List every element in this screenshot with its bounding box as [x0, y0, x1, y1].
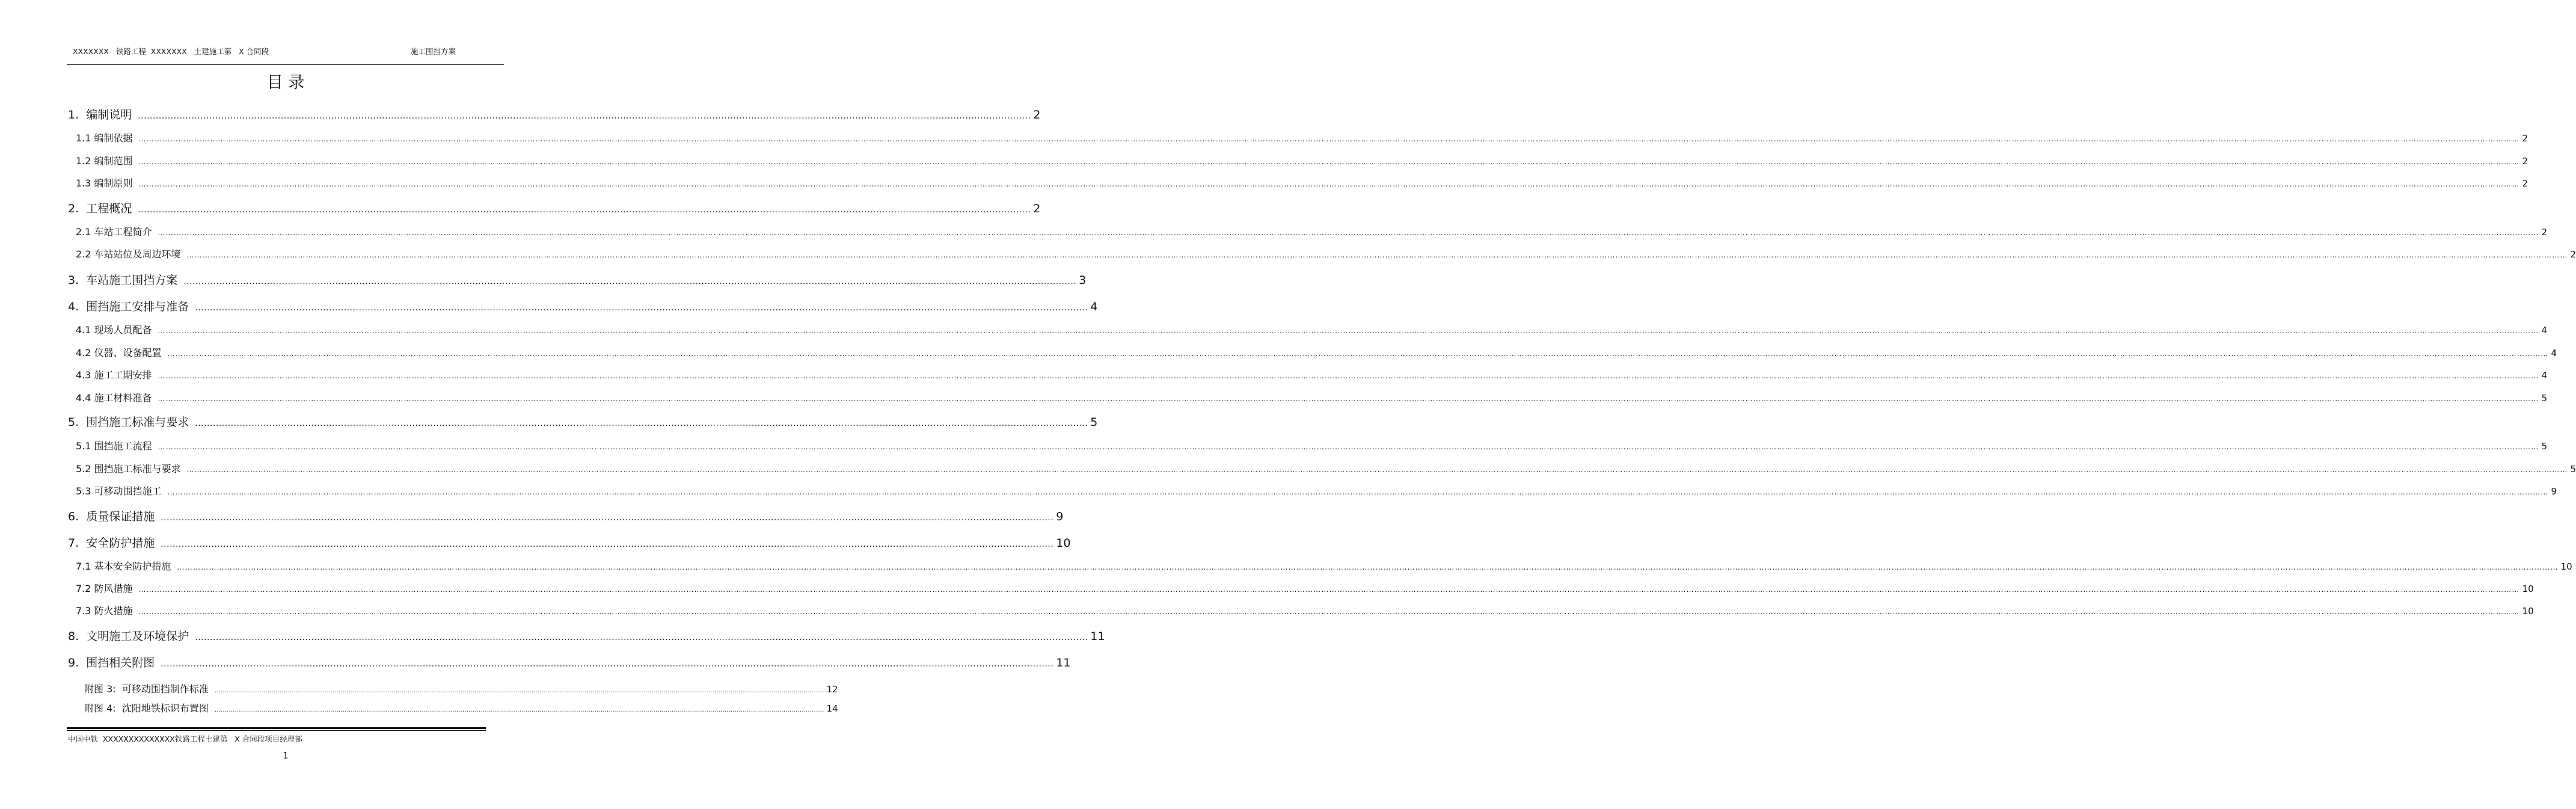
toc-leader-dots: ............................................................................................................................................................................................................................................................................................................: [161, 540, 1054, 549]
toc-entry-label: 7. 安全防护措施: [68, 537, 155, 550]
toc-entry-label: 5.3 可移动围挡施工: [76, 485, 162, 497]
toc-entry-label: 1.3 编制原则: [76, 177, 133, 189]
toc-entry-page: 9: [2551, 486, 2557, 497]
toc-leader-dots: ………………………………………………………………………………………………………………………………………………………………………………………………………………………………………………………………………………………………………………………………………………………………………………………………………………………………………………………………………………………………………………………………………………………………………………………………………………………………………………………………………………………………………………………………………………………………………………………………………………………………: [158, 327, 2539, 335]
footer-rule-thin: [67, 730, 486, 731]
toc-entry-label: 4. 围挡施工安排与准备: [68, 300, 189, 313]
toc-entry[interactable]: [68, 508, 1064, 524]
toc-leader-dots: ............................................................................................................................................................................................................................................................................................................: [183, 277, 1077, 286]
toc-leader-dots: ............................................................................................................................................................................................................................................................................................................: [195, 633, 1088, 642]
toc-entry[interactable]: [68, 298, 1098, 314]
toc-entry[interactable]: [68, 654, 1071, 670]
toc-leader-dots: ………………………………………………………………………………………………………………………………………………………………………………………………………………………………………………………………………………………………………………………………………………………………………………………………………………………………………………………………………………………………………………………………………………………………………………………………………………………………………………………………………………………………………………………………………………………………………………………………………………………………: [158, 395, 2539, 403]
toc-entry-label: 4.1 现场人员配备: [76, 324, 152, 336]
toc-entry-label: 5. 围挡施工标准与要求: [68, 416, 189, 429]
toc-entry-label: 7.1 基本安全防护措施: [76, 561, 171, 572]
toc-leader-dots: ………………………………………………………………………………………………………………………………………………………………………………………………………………………………………………………………………………………………………………………………………………………………………………………………………………………………………………………………………………………………………………………………………………………………………………………………………………………………………………………………………………………………………………………………………………………………………………………………………………………………: [167, 488, 2549, 496]
page-header: [67, 46, 504, 65]
toc-title: 目 录: [266, 73, 305, 92]
page-footer: 中国中铁 XXXXXXXXXXXXXX铁路工程土建第 X 合同段项目经理部: [68, 734, 302, 743]
toc-entry[interactable]: [76, 176, 2528, 189]
toc-entry-page: 2: [1033, 108, 1041, 122]
toc-leader-dots: ............................................................................................................................................................................................................................................................................................................: [195, 303, 1088, 313]
toc-entry-page: 2: [1033, 202, 1041, 215]
toc-entry-label: 5.1 围挡施工流程: [76, 440, 152, 452]
toc-entry-label: 7.3 防火措施: [76, 605, 133, 617]
toc-entry[interactable]: [76, 461, 2576, 475]
toc-leader-dots: ………………………………………………………………………………………………………………………………………………………………………………………………………………………………………………………………………………………………………………………………………………………………………………………………………………………………………………………………………………………………………………………………………………………………………………………………………………………………………………………………………………………………………………………………………………………………………………………………………………………………: [138, 135, 2520, 143]
toc-entry-page: 11: [1090, 630, 1105, 643]
toc-entry-label: 9. 围挡相关附图: [68, 656, 155, 669]
toc-leader-dots: ………………………………………………………………………………………………………………………………………………………………………………………………………………………………………………………………………………………………………………………………………………………………………………………………………………………………………………………………………………………………………………………………………………………………………………………………………………………………………………………………………………………………………………………………………………………………………………………………………………………………: [138, 585, 2520, 594]
toc-entry-label: 8. 文明施工及环境保护: [68, 630, 189, 643]
toc-entry[interactable]: [76, 438, 2548, 452]
toc-leader-dots: ............................................................................................................................................................................................................................................................................................................: [161, 659, 1054, 669]
toc-leader-dots: ………………………………………………………………………………………………………………………………………………………………………………………………………………………………………………………………………………………………………………………………………………………………………………………………………………………………………………………………………………………………………………………………………………………………………………………………………………………………………………………………………………………………………………………………………………………………………………………………………………………………: [138, 158, 2520, 166]
toc-leader-dots: ............................................................................................................................................................................................................................................................................................................: [138, 205, 1031, 215]
toc-leader-dots: ………………………………………………………………………………………………………………………………………………………………………………………………………………………………………………………………………………………………………………………………………………………………………………………………………………………………………………………………………………………………………………………………………………………………………………………………………………………………………………………………………………………………………………………………………………………………………………………………………………………………: [138, 180, 2520, 188]
toc-entry[interactable]: [76, 368, 2548, 381]
toc-entry-page: 3: [1079, 274, 1087, 287]
toc-entry-label: 1.1 编制依据: [76, 132, 133, 144]
toc-entry[interactable]: [68, 271, 1087, 288]
toc-entry-label: 5.2 围挡施工标准与要求: [76, 463, 181, 475]
toc-entry-page: 10: [2522, 583, 2534, 594]
toc-entry-label: 2.2 车站站位及周边环境: [76, 248, 181, 260]
toc-entry-label: 附图 3: 可移动围挡制作标准: [84, 683, 209, 695]
toc-entry[interactable]: [68, 627, 1105, 644]
toc-entry[interactable]: [76, 131, 2528, 144]
toc-entry-page: 10: [2522, 606, 2534, 617]
toc-entry[interactable]: [76, 581, 2534, 595]
toc-entry[interactable]: [76, 484, 2557, 497]
toc-entry-page: 4: [1090, 300, 1098, 313]
toc-entry[interactable]: [76, 559, 2572, 573]
toc-entry-page: 5: [1090, 416, 1098, 429]
toc-entry-page: 10: [1056, 537, 1071, 550]
toc-entry-label: 附图 4: 沈阳地铁标识布置图: [84, 703, 209, 714]
toc-entry-page: 10: [2560, 561, 2572, 572]
header-left-text: XXXXXXX 铁路工程 XXXXXXX 土建施工第 X 合同段: [73, 47, 269, 56]
toc-leader-dots: ………………………………………………………………………………………………………………………………………………………………………………………………………………………………………………………………………………………………………………………………………………………………………………………………………………………………………………………………………………………………………………………………………………………………………………………………………………………………………………………………………………………………………………………………………………………………………………………………………………………………: [167, 349, 2549, 358]
toc-entry[interactable]: [68, 200, 1041, 216]
toc-entry-page: 9: [1056, 510, 1064, 523]
toc-entry[interactable]: [76, 603, 2534, 617]
toc-entry-label: 6. 质量保证措施: [68, 510, 155, 523]
toc-entry[interactable]: [76, 345, 2557, 359]
toc-entry-page: 5: [2541, 441, 2548, 452]
toc-entry-label: 2. 工程概况: [68, 202, 132, 215]
toc-entry-label: 2.1 车站工程简介: [76, 226, 152, 238]
toc-entry-page: 4: [2541, 370, 2548, 381]
toc-entry-page: 12: [826, 684, 838, 695]
toc-entry[interactable]: [76, 247, 2576, 260]
toc-entry-page: 2: [2541, 227, 2548, 238]
toc-entry[interactable]: [84, 701, 838, 715]
toc-leader-dots: ………………………………………………………………………………………………………………………………………………………………………………………………………………………………………………………………………………………………………………………………………………………………………………………………………………………………………………………………………………………………………………………………………………………………………………………………………………………………………………………………………………………………………………………………………………………………………………………………………………………………: [158, 372, 2539, 380]
toc-leader-dots: ………………………………………………………………………………………………………………………………………………………………………………………………………………………………………………………………………………………………………………………………………………………………………………………………………………………………………………………………………………………………………………………………………………………………………………………………………………………………………………………………………………………………………………………………………………………………………………………………………………………………: [158, 229, 2539, 237]
toc-leader-dots: ............................................................................................................................................................................................................................................................................................................: [214, 707, 824, 713]
toc-entry-label: 4.3 施工工期安排: [76, 369, 152, 381]
toc-leader-dots: ………………………………………………………………………………………………………………………………………………………………………………………………………………………………………………………………………………………………………………………………………………………………………………………………………………………………………………………………………………………………………………………………………………………………………………………………………………………………………………………………………………………………………………………………………………………………………………………………………………………………: [186, 466, 2568, 474]
header-right-text: 施工围挡方案: [411, 47, 456, 56]
toc-leader-dots: ............................................................................................................................................................................................................................................................................................................: [214, 687, 824, 694]
toc-entry-page: 2: [2522, 156, 2528, 167]
toc-entry-page: 14: [826, 703, 838, 714]
toc-leader-dots: ………………………………………………………………………………………………………………………………………………………………………………………………………………………………………………………………………………………………………………………………………………………………………………………………………………………………………………………………………………………………………………………………………………………………………………………………………………………………………………………………………………………………………………………………………………………………………………………………………………………………: [177, 563, 2559, 571]
toc-entry-page: 11: [1056, 656, 1071, 669]
toc-entry[interactable]: [68, 106, 1041, 122]
toc-entry-label: 3. 车站施工围挡方案: [68, 274, 178, 287]
toc-entry-label: 4.2 仪器、设备配置: [76, 347, 162, 358]
toc-entry-page: 2: [2570, 249, 2576, 260]
toc-entry[interactable]: [76, 322, 2548, 336]
toc-entry[interactable]: [76, 390, 2548, 404]
toc-leader-dots: ............................................................................................................................................................................................................................................................................................................: [195, 419, 1088, 428]
toc-entry-label: 7.2 防风措施: [76, 583, 133, 594]
toc-entry-label: 4.4 施工材料准备: [76, 392, 152, 404]
page-number: 1: [283, 750, 289, 761]
toc-entry-page: 2: [2522, 178, 2528, 189]
toc-entry-page: 5: [2570, 464, 2576, 475]
toc-entry-label: 1. 编制说明: [68, 108, 132, 122]
toc-entry-page: 4: [2541, 325, 2548, 336]
toc-entry[interactable]: [76, 153, 2528, 167]
toc-entry-label: 1.2 编制范围: [76, 155, 133, 167]
toc-entry-page: 5: [2541, 393, 2548, 404]
toc-entry-page: 4: [2551, 348, 2557, 358]
toc-leader-dots: ………………………………………………………………………………………………………………………………………………………………………………………………………………………………………………………………………………………………………………………………………………………………………………………………………………………………………………………………………………………………………………………………………………………………………………………………………………………………………………………………………………………………………………………………………………………………………………………………………………………………: [158, 443, 2539, 451]
toc-leader-dots: ………………………………………………………………………………………………………………………………………………………………………………………………………………………………………………………………………………………………………………………………………………………………………………………………………………………………………………………………………………………………………………………………………………………………………………………………………………………………………………………………………………………………………………………………………………………………………………………………………………………………: [186, 251, 2568, 259]
toc-entry-page: 2: [2522, 133, 2528, 144]
toc-leader-dots: ............................................................................................................................................................................................................................................................................................................: [138, 111, 1031, 121]
toc-entry[interactable]: [84, 681, 838, 695]
footer-rule: [67, 727, 486, 729]
toc-leader-dots: ………………………………………………………………………………………………………………………………………………………………………………………………………………………………………………………………………………………………………………………………………………………………………………………………………………………………………………………………………………………………………………………………………………………………………………………………………………………………………………………………………………………………………………………………………………………………………………………………………………………………: [138, 608, 2520, 616]
toc-leader-dots: ............................................................................................................................................................................................................................................................................................................: [161, 513, 1054, 523]
toc-entry[interactable]: [68, 413, 1098, 429]
toc-entry[interactable]: [76, 224, 2548, 238]
toc-entry[interactable]: [68, 534, 1071, 550]
